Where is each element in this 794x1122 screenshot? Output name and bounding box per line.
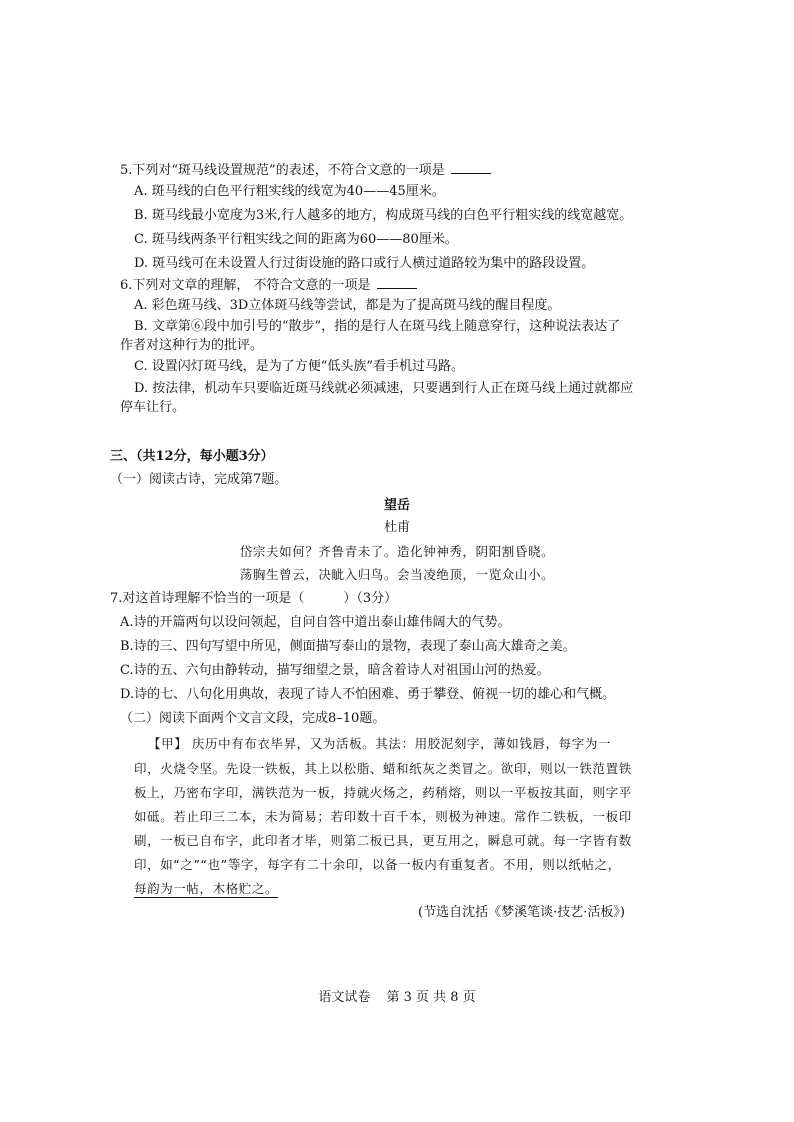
page-footer xyxy=(0,986,794,1005)
q5-option-d: D. 斑马线可在未设置人行过街设施的路口或行人横过道路较为集中的路段设置。 xyxy=(134,256,595,271)
answer-blank xyxy=(377,275,417,289)
q6-option-b-line1: B. 文章第⑥段中加引号的“散步”，指的是行人在斑马线上随意穿行，这种说法表达了 xyxy=(134,319,621,334)
q7-stem: 7.对这首诗理解不恰当的一项是（ ）（3分） xyxy=(110,591,398,606)
q6-option-c: C. 设置闪灯斑马线，是为了方便“低头族”看手机过马路。 xyxy=(134,359,465,374)
poem-line-1: 岱宗夫如何？齐鲁青未了。造化钟神秀，阴阳割昏晓。 xyxy=(239,544,555,559)
passage-jia-line-1: 【甲】 庆历中有布衣毕昇，又为活板。其法：用胶泥刻字，薄如钱唇，每字为一 xyxy=(148,736,612,751)
poem-line-2: 荡胸生曾云，决眦入归鸟。会当凌绝顶，一览众山小。 xyxy=(239,567,555,582)
q5-option-b: B. 斑马线最小宽度为3米,行人越多的地方，构成斑马线的白色平行粗实线的线宽越宽。 xyxy=(134,208,633,223)
answer-blank xyxy=(451,160,491,174)
footer-subject: 语文试卷 xyxy=(318,990,371,1005)
q7-option-d: D.诗的七、八句化用典故，表现了诗人不怕困难、勇于攀登、俯视一切的雄心和气概。 xyxy=(120,687,616,702)
passage-jia-line-4: 如砥。若止印三二本，未为简易；若印数十百千本，则极为神速。常作二铁板，一板印 xyxy=(134,809,632,824)
q6-option-d-line1: D. 按法律，机动车只要临近斑马线就必须减速，只要遇到行人正在斑马线上通过就都应 xyxy=(134,381,634,396)
passage-jia-line-6: 印，如“之”“也”等字，每字有二十余印，以备一板内有重复者。不用，则以纸帖之， xyxy=(134,857,621,872)
q5-option-a: A. 斑马线的白色平行粗实线的线宽为40——45厘米。 xyxy=(134,184,445,199)
q5-stem: 5.下列对“斑马线设置规范”的表述，不符合文意的一项是 xyxy=(120,160,491,180)
q7-option-c: C.诗的五、六句由静转动，描写细望之景，暗含着诗人对祖国山河的热爱。 xyxy=(120,663,550,678)
q7-option-a: A.诗的开篇两句以设问领起，自问自答中道出泰山雄伟阔大的气势。 xyxy=(120,615,511,630)
q5-option-c: C. 斑马线两条平行粗实线之间的距离为60——80厘米。 xyxy=(134,232,458,247)
q6-option-d-line2: 停车让行。 xyxy=(120,400,186,415)
passage-jia-line-3: 板上，乃密布字印，满铁范为一板，持就火炀之，药稍熔，则以一平板按其面，则字平 xyxy=(134,785,632,800)
passage-jia-line-2: 印，火烧令坚。先设一铁板，其上以松脂、蜡和纸灰之类冒之。欲印，则以一铁范置铁 xyxy=(134,761,632,776)
underlined-sentence: 每韵为一帖，木格贮之。 xyxy=(134,881,279,896)
section-heading: 三、（共12分，每小题3分） xyxy=(110,449,274,464)
footer-page-number: 第 3 页 共 8 页 xyxy=(386,990,476,1005)
q6-option-a: A. 彩色斑马线、3D立体斑马线等尝试，都是为了提高斑马线的醒目程度。 xyxy=(134,298,561,313)
poem-title: 望岳 xyxy=(383,498,410,513)
q6-option-b-line2: 作者对这种行为的批评。 xyxy=(120,338,264,353)
subsection-1-title: （一）阅读古诗，完成第7题。 xyxy=(110,472,288,487)
subsection-2-title: （二）阅读下面两个文言文段，完成8–10题。 xyxy=(120,711,386,726)
passage-source: (节选自沈括《梦溪笔谈·技艺·活板》) xyxy=(418,905,625,920)
passage-jia-line-5: 刷，一板已自布字，此印者才毕，则第二板已具，更互用之，瞬息可就。每一字皆有数 xyxy=(134,833,632,848)
q6-stem: 6.下列对文章的理解， 不符合文意的一项是 xyxy=(120,275,417,295)
passage-jia-line-7 xyxy=(134,880,278,898)
q7-option-b: B.诗的三、四句写望中所见，侧面描写泰山的景物，表现了泰山高大雄奇之美。 xyxy=(120,639,576,654)
poem-author: 杜甫 xyxy=(383,520,410,535)
